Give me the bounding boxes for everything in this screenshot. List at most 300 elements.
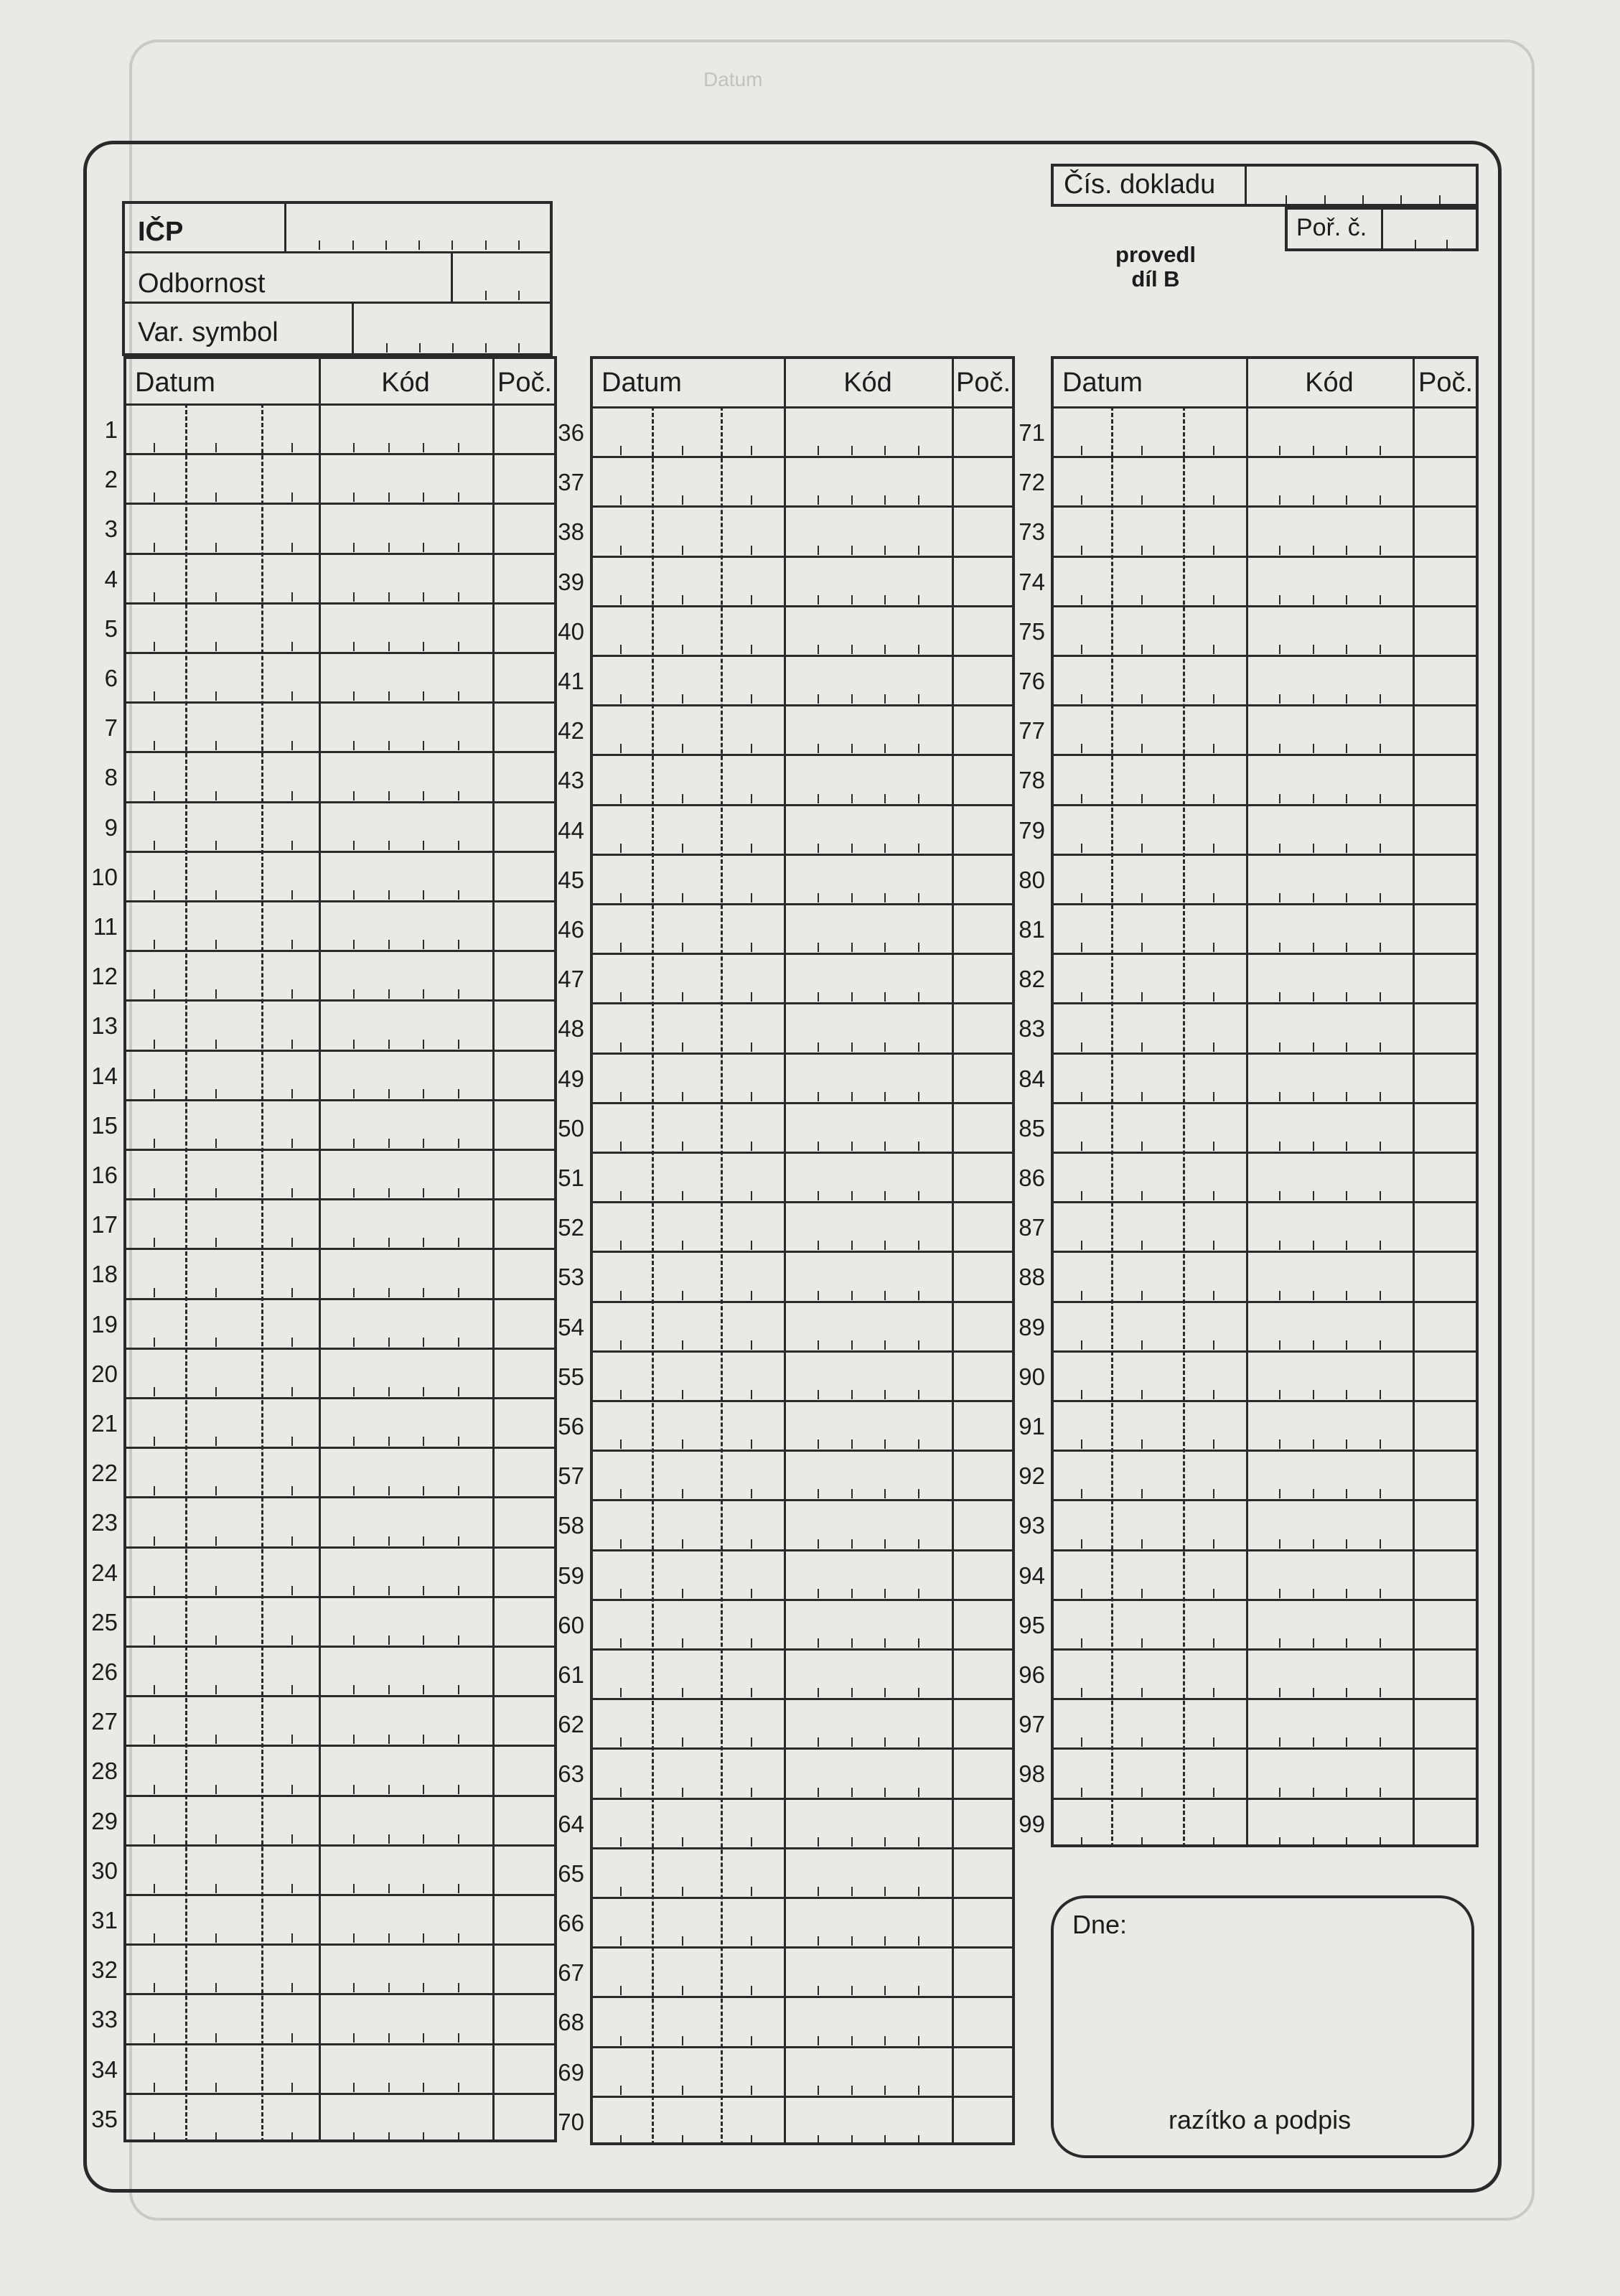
- kod-field[interactable]: [319, 1745, 492, 1794]
- datum-field[interactable]: [123, 1695, 319, 1745]
- row-number: 88: [1019, 1264, 1045, 1291]
- kod-field[interactable]: [1246, 456, 1413, 505]
- datum-field[interactable]: [590, 1946, 784, 1996]
- digit-tick: [884, 992, 886, 1002]
- kod-field[interactable]: [319, 503, 492, 552]
- kod-field[interactable]: [1246, 1251, 1413, 1300]
- digit-tick: [1346, 1390, 1347, 1399]
- kod-field[interactable]: [784, 1201, 952, 1251]
- row-number: 64: [558, 1810, 584, 1837]
- digit-tick: [682, 1539, 683, 1549]
- datum-field[interactable]: [590, 1053, 784, 1102]
- datum-field[interactable]: [123, 503, 319, 552]
- datum-field[interactable]: [1051, 1152, 1246, 1201]
- kod-field[interactable]: [1246, 1549, 1413, 1599]
- digit-tick: [1081, 1142, 1082, 1151]
- datum-field[interactable]: [123, 1596, 319, 1646]
- kod-field[interactable]: [784, 456, 952, 505]
- kod-field[interactable]: [784, 953, 952, 1002]
- digit-tick: [851, 1887, 853, 1896]
- digit-tick: [353, 940, 355, 949]
- datum-field[interactable]: [590, 1698, 784, 1747]
- poc-field[interactable]: [1413, 456, 1479, 505]
- datum-field[interactable]: [1051, 1102, 1246, 1152]
- datum-field[interactable]: [1051, 605, 1246, 655]
- poc-field[interactable]: [952, 2096, 1015, 2145]
- datum-field[interactable]: [123, 1149, 319, 1198]
- datum-field[interactable]: [1051, 1450, 1246, 1499]
- kod-field[interactable]: [319, 1050, 492, 1099]
- digit-tick: [215, 1586, 217, 1595]
- digit-tick: [1081, 1191, 1082, 1200]
- datum-field[interactable]: [123, 1496, 319, 1546]
- kod-field[interactable]: [784, 605, 952, 655]
- datum-field[interactable]: [1051, 903, 1246, 953]
- datum-field[interactable]: [590, 1847, 784, 1897]
- kod-field[interactable]: [1246, 1301, 1413, 1350]
- datum-field[interactable]: [123, 1646, 319, 1695]
- digit-tick: [154, 890, 155, 900]
- digit-tick: [1313, 744, 1314, 753]
- row-number: 81: [1019, 916, 1045, 943]
- digit-tick: [423, 1635, 424, 1645]
- digit-tick: [1324, 195, 1326, 205]
- kod-field[interactable]: [319, 950, 492, 999]
- datum-field[interactable]: [123, 1397, 319, 1447]
- kod-field[interactable]: [1246, 1698, 1413, 1747]
- digit-tick: [851, 1589, 853, 1598]
- poc-field[interactable]: [1413, 1201, 1479, 1251]
- kod-field[interactable]: [319, 1695, 492, 1745]
- poc-field[interactable]: [1413, 704, 1479, 754]
- kod-field[interactable]: [784, 406, 952, 456]
- poc-field[interactable]: [1413, 406, 1479, 456]
- digit-tick: [1141, 1539, 1143, 1549]
- kod-field[interactable]: [1246, 1747, 1413, 1797]
- kod-field[interactable]: [784, 505, 952, 555]
- kod-field[interactable]: [784, 1599, 952, 1648]
- row-number: 67: [558, 1959, 584, 1987]
- poc-field[interactable]: [1413, 1152, 1479, 1201]
- datum-field[interactable]: [1051, 1549, 1246, 1599]
- datum-field[interactable]: [123, 2093, 319, 2142]
- datum-field[interactable]: [590, 456, 784, 505]
- datum-field[interactable]: [123, 553, 319, 602]
- row-number: 23: [91, 1509, 118, 1536]
- digit-tick: [1081, 446, 1082, 455]
- datum-field[interactable]: [123, 1546, 319, 1596]
- datum-field[interactable]: [123, 403, 319, 453]
- digit-tick: [388, 1685, 390, 1694]
- datum-field[interactable]: [1051, 1798, 1246, 1847]
- kod-field[interactable]: [1246, 655, 1413, 704]
- datum-field[interactable]: [123, 652, 319, 701]
- kod-field[interactable]: [1246, 406, 1413, 456]
- datum-field[interactable]: [123, 1795, 319, 1844]
- kod-field[interactable]: [784, 1946, 952, 1996]
- kod-field[interactable]: [1246, 804, 1413, 854]
- datum-field[interactable]: [590, 1747, 784, 1797]
- datum-field[interactable]: [590, 505, 784, 555]
- kod-field[interactable]: [319, 453, 492, 503]
- datum-field[interactable]: [1051, 1251, 1246, 1300]
- digit-tick: [682, 2036, 683, 2045]
- digit-tick: [751, 744, 752, 753]
- datum-field[interactable]: [123, 851, 319, 900]
- datum-field[interactable]: [590, 406, 784, 456]
- datum-field[interactable]: [123, 1248, 319, 1297]
- datum-field[interactable]: [1051, 854, 1246, 903]
- datum-field[interactable]: [123, 453, 319, 503]
- datum-field[interactable]: [1051, 804, 1246, 854]
- poc-field[interactable]: [1413, 1549, 1479, 1599]
- kod-field[interactable]: [784, 556, 952, 605]
- digit-tick: [1213, 645, 1214, 654]
- kod-field[interactable]: [319, 999, 492, 1049]
- poc-field[interactable]: [1413, 556, 1479, 605]
- datum-field[interactable]: [123, 1099, 319, 1149]
- datum-field[interactable]: [590, 1350, 784, 1400]
- digit-tick: [1313, 1092, 1314, 1101]
- poc-field[interactable]: [1413, 804, 1479, 854]
- datum-field[interactable]: [590, 1400, 784, 1450]
- kod-field[interactable]: [784, 1251, 952, 1300]
- kod-field[interactable]: [784, 1648, 952, 1698]
- digit-tick: [458, 1040, 459, 1049]
- digit-tick: [918, 1638, 919, 1648]
- datum-field[interactable]: [1051, 406, 1246, 456]
- datum-field[interactable]: [123, 1348, 319, 1397]
- digit-tick: [682, 844, 683, 853]
- kod-field[interactable]: [319, 751, 492, 801]
- datum-field[interactable]: [590, 1798, 784, 1847]
- kod-field[interactable]: [784, 1102, 952, 1152]
- kod-field[interactable]: [319, 851, 492, 900]
- poc-field[interactable]: [1413, 854, 1479, 903]
- datum-field[interactable]: [1051, 1301, 1246, 1350]
- kod-field[interactable]: [319, 1943, 492, 1993]
- digit-tick: [458, 2132, 459, 2142]
- poc-field[interactable]: [1413, 1599, 1479, 1648]
- poc-field[interactable]: [952, 2046, 1015, 2096]
- kod-field[interactable]: [1246, 903, 1413, 953]
- kod-field[interactable]: [1246, 505, 1413, 555]
- header-poc: Poč.: [955, 368, 1011, 398]
- kod-field[interactable]: [1246, 1152, 1413, 1201]
- digit-tick: [1213, 1737, 1214, 1747]
- poc-field[interactable]: [1413, 1251, 1479, 1300]
- kod-field[interactable]: [1246, 1400, 1413, 1450]
- poc-field[interactable]: [1413, 1450, 1479, 1499]
- digit-tick: [751, 694, 752, 704]
- kod-field[interactable]: [319, 602, 492, 652]
- kod-field[interactable]: [319, 1496, 492, 1546]
- kod-field[interactable]: [319, 1248, 492, 1297]
- datum-field[interactable]: [590, 1201, 784, 1251]
- datum-field[interactable]: [123, 1943, 319, 1993]
- poc-field[interactable]: [1413, 655, 1479, 704]
- datum-field[interactable]: [590, 556, 784, 605]
- kod-field[interactable]: [784, 804, 952, 854]
- kod-field[interactable]: [319, 1149, 492, 1198]
- datum-field[interactable]: [123, 1894, 319, 1943]
- kod-field[interactable]: [1246, 953, 1413, 1002]
- datum-field[interactable]: [590, 854, 784, 903]
- datum-field[interactable]: [1051, 1747, 1246, 1797]
- datum-field[interactable]: [590, 1648, 784, 1698]
- poc-field[interactable]: [1413, 1301, 1479, 1350]
- kod-field[interactable]: [319, 1844, 492, 1894]
- poc-field[interactable]: [1413, 1499, 1479, 1549]
- digit-tick: [884, 2086, 886, 2095]
- digit-tick: [682, 1390, 683, 1399]
- datum-field[interactable]: [123, 602, 319, 652]
- poc-field[interactable]: [1413, 505, 1479, 555]
- digit-tick: [353, 1288, 355, 1297]
- datum-field[interactable]: [1051, 704, 1246, 754]
- poc-field[interactable]: [1413, 903, 1479, 953]
- kod-field[interactable]: [784, 1698, 952, 1747]
- datum-field[interactable]: [1051, 1400, 1246, 1450]
- digit-tick: [1081, 893, 1082, 902]
- datum-field[interactable]: [590, 903, 784, 953]
- datum-field[interactable]: [590, 1599, 784, 1648]
- datum-field[interactable]: [590, 1897, 784, 1946]
- kod-field[interactable]: [784, 754, 952, 803]
- datum-field[interactable]: [123, 1844, 319, 1894]
- kod-field[interactable]: [319, 1447, 492, 1496]
- datum-field[interactable]: [1051, 655, 1246, 704]
- digit-tick: [1141, 1092, 1143, 1101]
- poc-field[interactable]: [1413, 1350, 1479, 1400]
- kod-field[interactable]: [319, 1993, 492, 2043]
- datum-field[interactable]: [1051, 456, 1246, 505]
- digit-tick: [388, 691, 390, 701]
- kod-field[interactable]: [319, 1298, 492, 1348]
- kod-field[interactable]: [784, 2096, 952, 2145]
- kod-field[interactable]: [1246, 1599, 1413, 1648]
- kod-field[interactable]: [319, 1397, 492, 1447]
- kod-field[interactable]: [1246, 556, 1413, 605]
- datum-field[interactable]: [590, 1996, 784, 2045]
- poc-field[interactable]: [1413, 754, 1479, 803]
- datum-field[interactable]: [123, 1298, 319, 1348]
- kod-field[interactable]: [784, 1301, 952, 1350]
- digit-tick: [1346, 1340, 1347, 1350]
- kod-field[interactable]: [319, 652, 492, 701]
- datum-field[interactable]: [123, 801, 319, 851]
- kod-field[interactable]: [319, 1546, 492, 1596]
- por-c-field[interactable]: [1384, 208, 1477, 250]
- kod-field[interactable]: [1246, 754, 1413, 803]
- kod-field[interactable]: [784, 1798, 952, 1847]
- kod-field[interactable]: [784, 1996, 952, 2045]
- digit-tick: [458, 1089, 459, 1098]
- kod-field[interactable]: [319, 900, 492, 950]
- kod-field[interactable]: [319, 1198, 492, 1248]
- kod-field[interactable]: [319, 801, 492, 851]
- kod-field[interactable]: [319, 1596, 492, 1646]
- poc-field[interactable]: [1413, 1798, 1479, 1847]
- dne-label: Dne:: [1072, 1910, 1128, 1939]
- datum-field[interactable]: [590, 2046, 784, 2096]
- poc-field[interactable]: [952, 1996, 1015, 2045]
- datum-field[interactable]: [590, 953, 784, 1002]
- datum-field[interactable]: [590, 2096, 784, 2145]
- kod-field[interactable]: [1246, 605, 1413, 655]
- datum-field[interactable]: [123, 950, 319, 999]
- row-number: 53: [558, 1264, 584, 1291]
- poc-field[interactable]: [1413, 605, 1479, 655]
- kod-field[interactable]: [784, 1350, 952, 1400]
- kod-field[interactable]: [784, 2046, 952, 2096]
- datum-field[interactable]: [1051, 1053, 1246, 1102]
- datum-field[interactable]: [123, 701, 319, 751]
- odbornost-field[interactable]: [452, 253, 551, 302]
- kod-field[interactable]: [319, 403, 492, 453]
- datum-field[interactable]: [590, 1549, 784, 1599]
- row-number: 47: [558, 966, 584, 993]
- kod-field[interactable]: [784, 903, 952, 953]
- poc-field[interactable]: [952, 1897, 1015, 1946]
- digit-tick: [1081, 495, 1082, 505]
- datum-field[interactable]: [123, 1198, 319, 1248]
- kod-field[interactable]: [1246, 1499, 1413, 1549]
- poc-field[interactable]: [1413, 1698, 1479, 1747]
- datum-field[interactable]: [1051, 1002, 1246, 1052]
- poc-field[interactable]: [1413, 1648, 1479, 1698]
- datum-field[interactable]: [123, 1745, 319, 1794]
- datum-field[interactable]: [1051, 1648, 1246, 1698]
- kod-field[interactable]: [1246, 1798, 1413, 1847]
- digit-tick: [851, 2135, 853, 2145]
- kod-field[interactable]: [784, 655, 952, 704]
- datum-field[interactable]: [123, 1050, 319, 1099]
- kod-field[interactable]: [784, 1897, 952, 1946]
- datum-field[interactable]: [1051, 1350, 1246, 1400]
- kod-field[interactable]: [319, 2093, 492, 2142]
- header-kod: Kód: [1305, 368, 1354, 398]
- datum-field[interactable]: [1051, 1698, 1246, 1747]
- kod-field[interactable]: [319, 553, 492, 602]
- datum-field[interactable]: [123, 999, 319, 1049]
- datum-field[interactable]: [590, 1251, 784, 1300]
- datum-field[interactable]: [590, 804, 784, 854]
- digit-tick: [884, 1688, 886, 1697]
- kod-field[interactable]: [784, 1847, 952, 1897]
- digit-tick: [154, 1338, 155, 1347]
- datum-field[interactable]: [590, 704, 784, 754]
- kod-field[interactable]: [784, 1400, 952, 1450]
- datum-field[interactable]: [123, 1993, 319, 2043]
- poc-field[interactable]: [1413, 1002, 1479, 1052]
- kod-field[interactable]: [1246, 1201, 1413, 1251]
- datum-field[interactable]: [1051, 1201, 1246, 1251]
- datum-field[interactable]: [123, 1447, 319, 1496]
- kod-field[interactable]: [1246, 704, 1413, 754]
- digit-tick: [1279, 1638, 1280, 1648]
- datum-field[interactable]: [590, 1450, 784, 1499]
- stamp-signature-box[interactable]: [1051, 1895, 1474, 2158]
- row-number: 72: [1019, 469, 1045, 496]
- kod-field[interactable]: [784, 1053, 952, 1102]
- digit-tick: [620, 893, 622, 902]
- datum-field[interactable]: [590, 1002, 784, 1052]
- row-number: 86: [1019, 1165, 1045, 1191]
- datum-field[interactable]: [590, 1499, 784, 1549]
- kod-field[interactable]: [784, 1450, 952, 1499]
- kod-field[interactable]: [1246, 1350, 1413, 1400]
- kod-field[interactable]: [319, 2043, 492, 2093]
- kod-field[interactable]: [319, 1348, 492, 1397]
- digit-tick: [458, 1735, 459, 1744]
- datum-field[interactable]: [590, 605, 784, 655]
- poc-field[interactable]: [952, 1946, 1015, 1996]
- digit-tick: [388, 741, 390, 750]
- datum-field[interactable]: [1051, 556, 1246, 605]
- poc-field[interactable]: [1413, 1747, 1479, 1797]
- kod-field[interactable]: [1246, 1053, 1413, 1102]
- poc-field[interactable]: [1413, 1102, 1479, 1152]
- datum-field[interactable]: [590, 655, 784, 704]
- kod-field[interactable]: [319, 1795, 492, 1844]
- digit-tick: [291, 1139, 293, 1148]
- datum-field[interactable]: [123, 751, 319, 801]
- poc-field[interactable]: [1413, 1400, 1479, 1450]
- kod-field[interactable]: [784, 854, 952, 903]
- kod-field[interactable]: [319, 1099, 492, 1149]
- kod-field[interactable]: [784, 1499, 952, 1549]
- digit-tick: [1346, 645, 1347, 654]
- digit-tick: [215, 1387, 217, 1396]
- digit-tick: [620, 1737, 622, 1747]
- kod-field[interactable]: [784, 1002, 952, 1052]
- poc-field[interactable]: [952, 1847, 1015, 1897]
- datum-field[interactable]: [590, 754, 784, 803]
- datum-field[interactable]: [1051, 1499, 1246, 1549]
- odbornost-label: Odbornost: [138, 269, 266, 299]
- datum-field[interactable]: [1051, 754, 1246, 803]
- kod-field[interactable]: [784, 704, 952, 754]
- kod-field[interactable]: [319, 1894, 492, 1943]
- kod-field[interactable]: [1246, 1102, 1413, 1152]
- digit-tick: [154, 1238, 155, 1247]
- kod-field[interactable]: [1246, 1648, 1413, 1698]
- poc-field[interactable]: [1413, 1053, 1479, 1102]
- kod-field[interactable]: [1246, 1002, 1413, 1052]
- kod-field[interactable]: [319, 1646, 492, 1695]
- poc-field[interactable]: [1413, 953, 1479, 1002]
- kod-field[interactable]: [1246, 1450, 1413, 1499]
- kod-field[interactable]: [784, 1549, 952, 1599]
- datum-field[interactable]: [1051, 505, 1246, 555]
- datum-field[interactable]: [123, 900, 319, 950]
- row-number: 51: [558, 1165, 584, 1191]
- datum-field[interactable]: [590, 1102, 784, 1152]
- datum-field[interactable]: [590, 1301, 784, 1350]
- datum-field[interactable]: [1051, 953, 1246, 1002]
- datum-field[interactable]: [590, 1152, 784, 1201]
- digit-tick: [851, 1837, 853, 1847]
- kod-field[interactable]: [1246, 854, 1413, 903]
- digit-tick: [154, 1040, 155, 1049]
- kod-field[interactable]: [784, 1152, 952, 1201]
- digit-tick: [215, 443, 217, 452]
- datum-field[interactable]: [123, 2043, 319, 2093]
- kod-field[interactable]: [319, 701, 492, 751]
- datum-field[interactable]: [1051, 1599, 1246, 1648]
- kod-field[interactable]: [784, 1747, 952, 1797]
